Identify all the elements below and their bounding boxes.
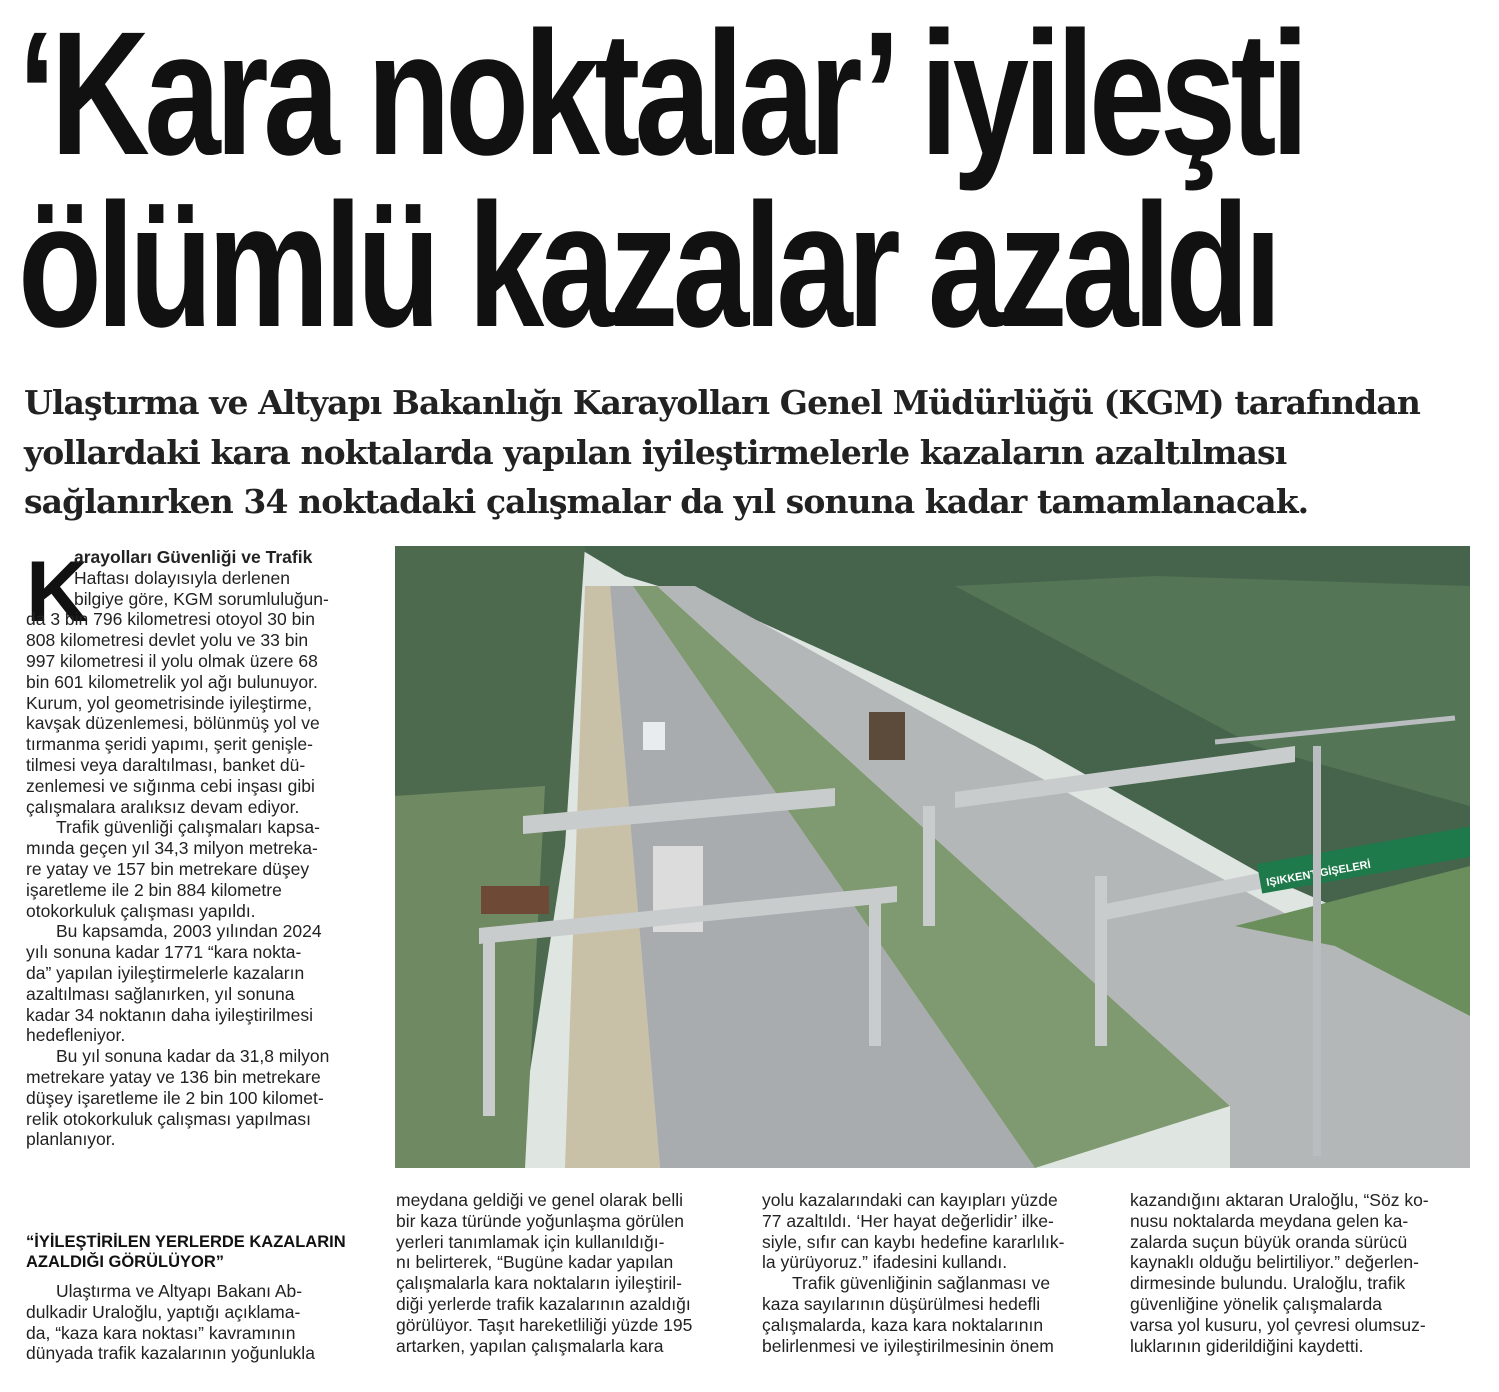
text-line: Kurum, yol geometrisinde iyileştirme,: [26, 692, 312, 713]
text-line: görülüyor. Taşıt hareketliliği yüzde 195: [396, 1314, 693, 1335]
subheading: [26, 1232, 371, 1272]
text-line: dünyada trafik kazalarının yoğunlukla: [26, 1343, 315, 1364]
text-line: kavşak düzenlemesi, bölünmüş yol ve: [26, 713, 320, 734]
text-line: 77 azaltıldı. ‘Her hayat değerlidir’ ilke-: [762, 1210, 1054, 1231]
text-line: dirmesinde bulundu. Uraloğlu, trafik: [1130, 1273, 1406, 1294]
text-line: çalışmalarla kara noktaların iyileştiril-: [396, 1273, 682, 1294]
text-line: Bu kapsamda, 2003 yılından 2024: [56, 921, 322, 942]
text-line: Bu yıl sonuna kadar da 31,8 milyon: [56, 1046, 330, 1067]
text-line: siyle, sıfır can kaybı hedefine kararlılık-: [762, 1231, 1065, 1252]
article-column-1-continued: [26, 1281, 371, 1364]
toll-sign-label: IŞIKKENT GİŞELERİ: [1265, 858, 1372, 889]
article-column-3: [762, 1190, 1114, 1356]
drop-cap: K: [26, 544, 89, 640]
highway-photo-illustration: [395, 546, 1470, 1168]
text-line: la yürüyoruz.” ifadesini kullandı.: [762, 1252, 1008, 1273]
text-line: güvenliğine yönelik çalışmalarda: [1130, 1293, 1382, 1314]
deck-line: Ulaştırma ve Altyapı Bakanlığı Karayolları Genel Müdürlüğü (KGM) tarafından: [24, 383, 1420, 422]
text-line: relik otokorkuluk çalışması yapılması: [26, 1108, 311, 1129]
text-line: re yatay ve 157 bin metrekare düşey: [26, 858, 310, 879]
text-line: arayolları Güvenliği ve Trafik: [74, 547, 313, 567]
subheading-line: AZALDIĞI GÖRÜLÜYOR”: [26, 1253, 224, 1271]
text-line: bilgiye göre, KGM sorumluluğun-: [74, 588, 329, 609]
article-column-2: [396, 1190, 744, 1356]
text-line: zenlemesi ve sığınma cebi inşası gibi: [26, 775, 315, 796]
text-line: planlanıyor.: [26, 1129, 116, 1150]
text-line: çalışmalarda, kaza kara noktalarının: [762, 1314, 1044, 1335]
text-line: kadar 34 noktanın daha iyileştirilmesi: [26, 1004, 313, 1025]
text-line: yılı sonuna kadar 1771 “kara nokta-: [26, 942, 302, 963]
text-line: mında geçen yıl 34,3 milyon metreka-: [26, 838, 318, 859]
text-line: belirlenmesi ve iyileştirilmesinin önem: [762, 1335, 1054, 1356]
text-line: luklarının giderildiğini kaydetti.: [1130, 1335, 1364, 1356]
text-line: Trafik güvenliği çalışmaları kapsa-: [56, 817, 320, 838]
text-line: düşey işaretleme ile 2 bin 100 kilomet-: [26, 1087, 324, 1108]
highway-photo: [395, 546, 1470, 1168]
deck-line: sağlanırken 34 noktadaki çalışmalar da yıl sonuna kadar tamamlanacak.: [24, 482, 1309, 521]
headline-line-2: ölümlü kazalar azaldı: [18, 168, 1277, 364]
text-line: 808 kilometresi devlet yolu ve 33 bin: [26, 630, 309, 651]
text-line: dulkadir Uraloğlu, yaptığı açıklama-: [26, 1301, 301, 1322]
text-line: da” yapılan iyileştirmelerle kazaların: [26, 962, 305, 983]
text-line: diği yerlerde trafik kazalarının azaldığı: [396, 1293, 691, 1314]
article-column-1: [26, 544, 371, 1150]
text-line: metrekare yatay ve 136 bin metrekare: [26, 1066, 321, 1087]
text-line: azaltılması sağlanırken, yıl sonuna: [26, 983, 295, 1004]
headline-line-1: ‘Kara noktalar’ iyileşti: [18, 0, 1304, 192]
text-line: yerleri tanımlamak için kullanıldığı-: [396, 1231, 665, 1252]
text-line: tilmesi veya daraltılması, banket dü-: [26, 754, 306, 775]
text-line: meydana geldiği ve genel olarak belli: [396, 1190, 683, 1210]
text-line: bin 601 kilometrelik yol ağı bulunuyor.: [26, 671, 318, 692]
text-line: kazandığını aktaran Uraloğlu, “Söz ko-: [1130, 1190, 1429, 1210]
text-line: hedefleniyor.: [26, 1025, 126, 1046]
text-line: kaza sayılarının düşürülmesi hedefli: [762, 1293, 1041, 1314]
text-line: da, “kaza kara noktası” kavramının: [26, 1322, 296, 1343]
subheading-line: “İYİLEŞTİRİLEN YERLERDE KAZALARIN: [26, 1233, 346, 1251]
text-line: çalışmalara aralıksız devam ediyor.: [26, 796, 300, 817]
text-line: da 3 bin 796 kilometresi otoyol 30 bin: [26, 609, 315, 630]
text-line: yolu kazalarındaki can kayıpları yüzde: [762, 1190, 1058, 1210]
text-line: Trafik güvenliğinin sağlanması ve: [792, 1273, 1051, 1294]
text-line: Ulaştırma ve Altyapı Bakanı Ab-: [56, 1281, 303, 1301]
text-line: kaynaklı olduğu belirtiliyor.” değerlen-: [1130, 1252, 1419, 1273]
text-line: Haftası dolayısıyla derlenen: [74, 567, 290, 588]
deck-line: yollardaki kara noktalarda yapılan iyileştirmelerle kazaların azaltılması: [24, 432, 1287, 472]
text-line: varsa yol kusuru, yol çevresi olumsuz-: [1130, 1314, 1426, 1335]
text-line: 997 kilometresi il yolu olmak üzere 68: [26, 650, 318, 671]
text-line: bir kaza türünde yoğunlaşma görülen: [396, 1210, 684, 1231]
text-line: otokorkuluk çalışması yapıldı.: [26, 900, 256, 921]
deck: [24, 378, 1484, 527]
text-line: nusu noktalarda meydana gelen ka-: [1130, 1210, 1409, 1231]
text-line: işaretleme ile 2 bin 884 kilometre: [26, 879, 282, 900]
article-column-4: [1130, 1190, 1482, 1356]
text-line: tırmanma şeridi yapımı, şerit genişle-: [26, 734, 313, 755]
text-line: artarken, yapılan çalışmalarla kara: [396, 1335, 664, 1356]
text-line: zalarda suçun büyük oranda sürücü: [1130, 1231, 1408, 1252]
text-line: nı belirterek, “Bugüne kadar yapılan: [396, 1252, 674, 1273]
